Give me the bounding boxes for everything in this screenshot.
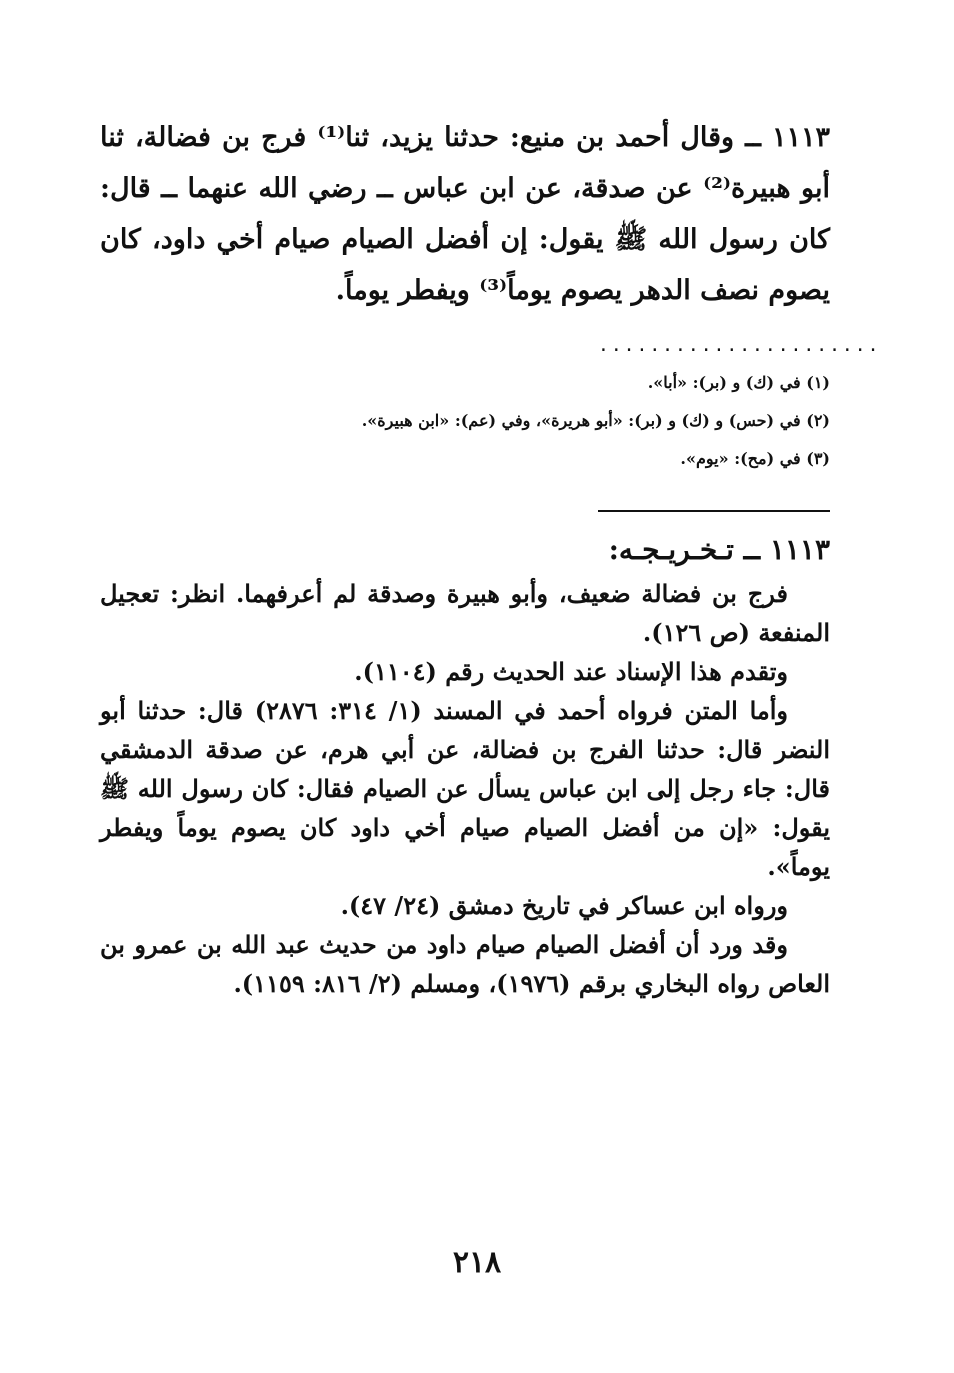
takhrij-paragraph-5: وقد ورد أن أفضل الصيام صيام داود من حديث عبد الله بن عمرو بن العاص رواه البخاري برقم (١٩٧٦)، ومسلم (٢/ ٨١٦: ١١٥٩). [100, 930, 830, 998]
footnote-1: (١) في (ك) و (بر): «أبا». [647, 373, 830, 392]
footnote-2: (٢) في (حس) و (ك) و (بر): «أبو هريرة»، وفي (عم): «ابن هبيرة». [361, 411, 830, 430]
section-divider [598, 510, 830, 512]
takhrij-body [100, 574, 830, 1003]
page-number: ٢١٨ [452, 1245, 502, 1280]
takhrij-paragraph-1: فرج بن فضالة ضعيف، وأبو هبيرة وصدقة لم أعرفهما. انظر: تعجيل المنفعة (ص ١٢٦). [100, 579, 830, 647]
takhrij-paragraph-3: وأما المتن فرواه أحمد في المسند (١/ ٣١٤: ٢٨٧٦) قال: حدثنا أبو النضر قال: حدثنا الفرج بن فضالة، عن أبي هرم، عن صدقة الدمشقي قال: جاء رجل إلى ابن عباس يسأل عن الصيام فقال: كان رسول الله ﷺ يقول: «إن من أفضل الصيام صيام أخي داود كان يصوم يوماً ويفطر يوماً». [100, 696, 830, 881]
hadith-text: ١١١٣ ــ وقال أحمد بن منيع: حدثنا يزيد، ثنا⁽¹⁾ فرج بن فضالة، ثنا أبو هبيرة⁽²⁾ عن صدقة، عن ابن عباس ــ رضي الله عنهما ــ قال: كان رسول الله ﷺ يقول: إن أفضل الصيام صيام أخي داود، كان يصوم نصف الدهر يصوم يوماً⁽³⁾ ويفطر يوماً. [100, 122, 831, 306]
takhrij-heading: ١١١٣ ــ تـخـريـجـه: [608, 533, 830, 566]
takhrij-paragraph-2: وتقدم هذا الإسناد عند الحديث رقم (١١٠٤). [354, 657, 788, 686]
footnotes [100, 364, 830, 478]
takhrij-paragraph-4: ورواه ابن عساكر في تاريخ دمشق (٢٤/ ٤٧). [340, 891, 788, 920]
footnote-separator-dots: ...................... [598, 335, 881, 356]
footnote-3: (٣) في (مح): «يوم». [680, 449, 830, 468]
